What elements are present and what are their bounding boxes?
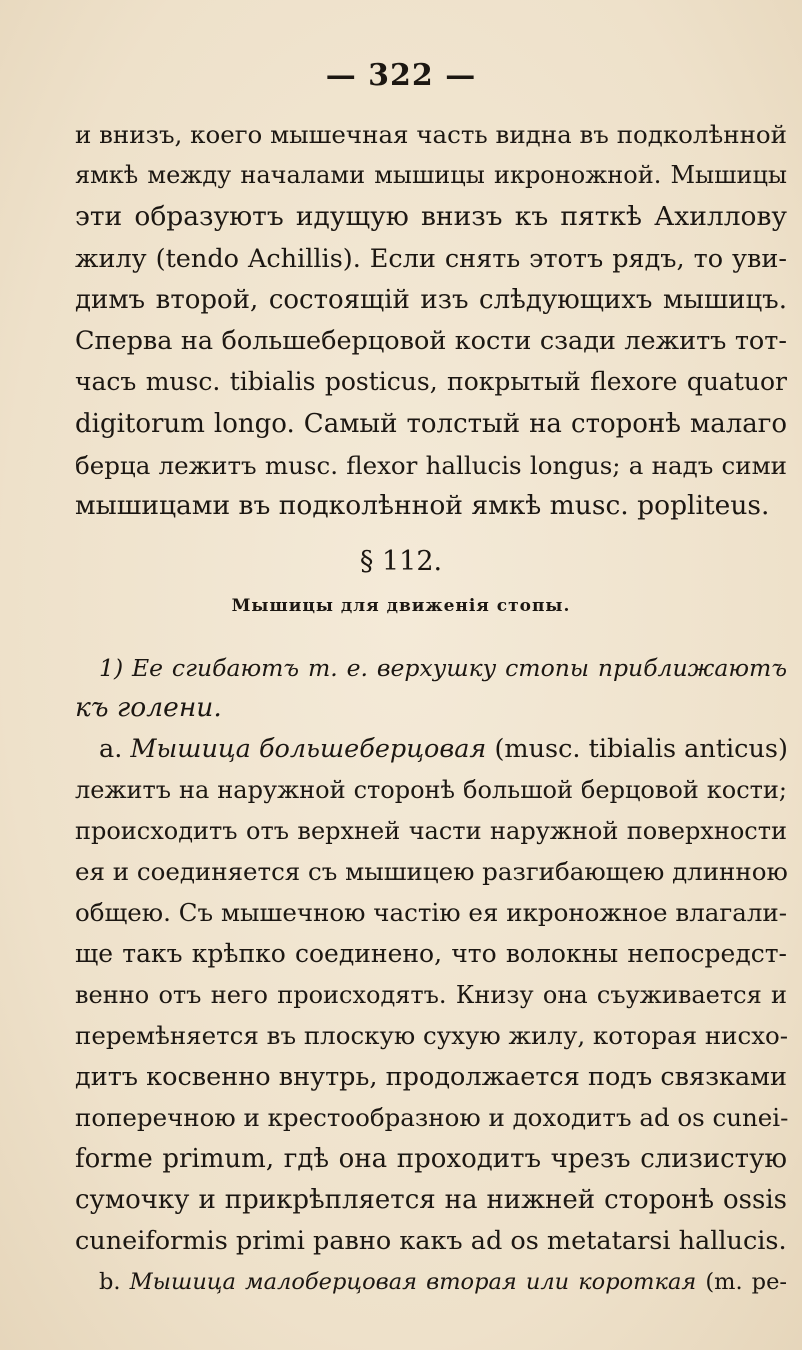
- text-line: digitorum longo. Самый толстый на сторонѣ малаго: [75, 409, 787, 439]
- text-line: Сперва на большеберцовой кости сзади лежитъ тот-: [75, 326, 787, 356]
- text-line: cuneiformis primi равно какъ ad os metatarsi hallucis.: [75, 1226, 787, 1256]
- text-line: общею. Съ мышечною частію ея икроножное влагали-: [75, 898, 787, 927]
- text-line: ямкѣ между началами мышицы икроножной. Мышицы: [75, 161, 787, 189]
- section-number: § 112.: [359, 546, 443, 577]
- text-line: венно отъ него происходятъ. Книзу она съуживается и: [75, 981, 787, 1009]
- text-line: ще такъ крѣпко соединено, что волокны непосредст-: [75, 939, 787, 968]
- item-b-latin: (m. pe-: [705, 1269, 787, 1295]
- text-line: дитъ косвенно внутрь, продолжается подъ связками: [75, 1062, 787, 1092]
- item-b-name: Мышица малоберцовая вторая или короткая: [129, 1269, 697, 1295]
- item-a-name: Мышица большеберцовая: [130, 734, 487, 764]
- section-title: Мышицы для движенія стопы.: [231, 596, 571, 616]
- text-line: поперечною и крестообразною и доходитъ ad os cunei-: [75, 1103, 789, 1132]
- text-line: происходитъ отъ верхней части наружной поверхности: [75, 817, 787, 845]
- text-line: жилу (tendo Achillis). Если снять этотъ рядъ, то уви-: [75, 244, 787, 274]
- item-b-line: [99, 1262, 787, 1302]
- text-line: мышицами въ подколѣнной ямкѣ musc. popliteus.: [75, 490, 770, 521]
- item-b-label: b.: [99, 1269, 121, 1295]
- item-heading-line: къ голени.: [75, 692, 222, 723]
- item-heading-line: 1) Ее сгибаютъ т. е. верхушку стопы приближаютъ: [99, 654, 787, 682]
- text-line: берца лежитъ musc. flexor hallucis longus; а надъ сими: [75, 451, 787, 480]
- text-line: эти образуютъ идущую внизъ къ пяткѣ Ахиллову: [75, 201, 787, 232]
- text-line: димъ второй, состоящій изъ слѣдующихъ мышицъ.: [75, 285, 787, 315]
- item-a-latin: (musc. tibialis anticus): [494, 734, 788, 764]
- text-line: перемѣняется въ плоскую сухую жилу, которая нисхо-: [75, 1021, 789, 1050]
- text-line: forme primum, гдѣ она проходитъ чрезъ слизистую: [75, 1144, 787, 1174]
- page-number: — 322 —: [325, 58, 477, 93]
- item-a-label: а.: [99, 734, 123, 764]
- text-line: часъ musc. tibialis posticus, покрытый flexore quatuor: [75, 367, 787, 396]
- item-a-first-line: [99, 729, 787, 769]
- text-line: сумочку и прикрѣпляется на нижней сторонѣ ossis: [75, 1185, 787, 1215]
- text-line: ея и соединяется съ мышицею разгибающею длинною: [75, 857, 788, 886]
- text-line: и внизъ, коего мышечная часть видна въ подколѣнной: [75, 120, 787, 149]
- text-line: лежитъ на наружной сторонѣ большой берцовой кости;: [75, 776, 787, 804]
